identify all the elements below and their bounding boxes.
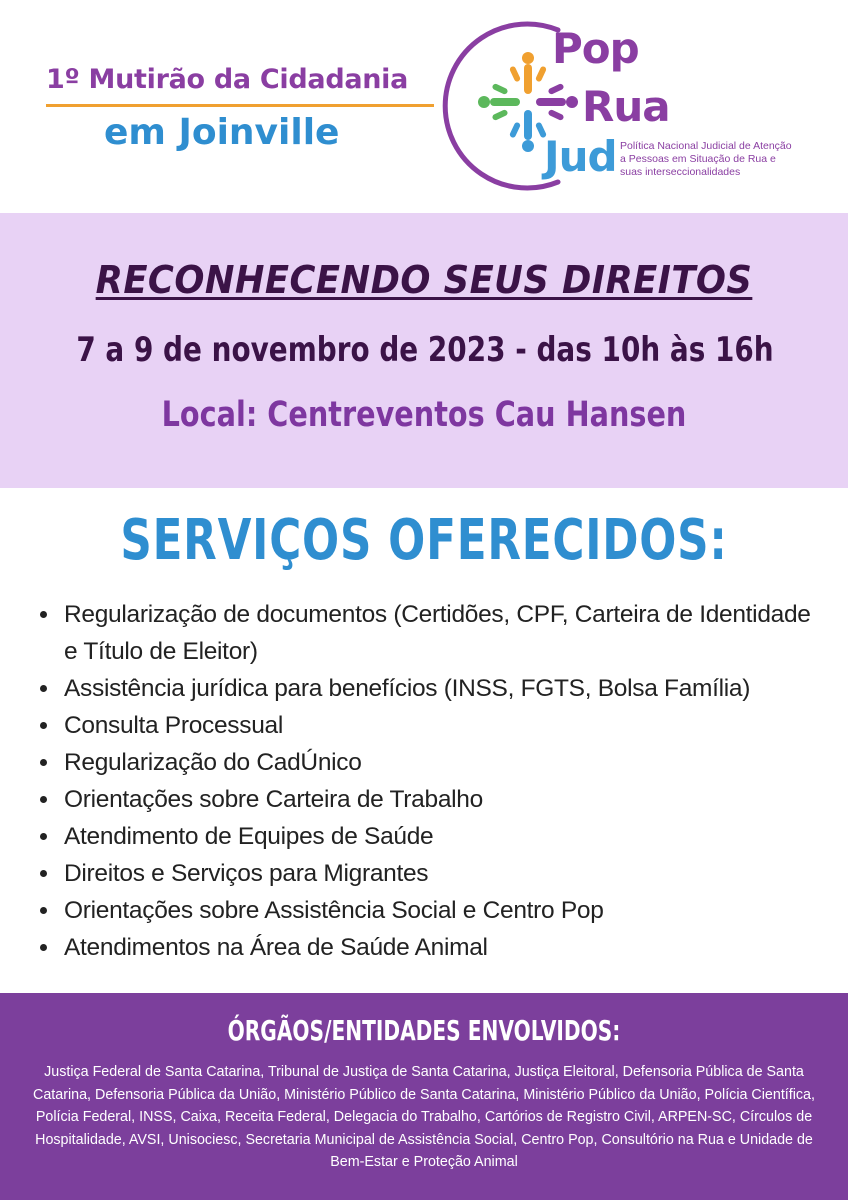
bullet-icon [40,722,47,729]
list-item [40,892,830,929]
service-text: Assistência jurídica para benefícios (INSS, FGTS, Bolsa Família) [64,675,751,702]
partners-title: ÓRGÃOS/ENTIDADES ENVOLVIDOS: [227,1014,621,1047]
service-text: Orientações sobre Assistência Social e Centro Pop [64,897,604,924]
service-text: Regularização do CadÚnico [64,749,362,776]
services-title: SERVIÇOS OFERECIDOS: [120,508,728,573]
logo-word-pop: Pop [552,24,639,73]
bullet-icon [40,759,47,766]
list-item [40,707,830,744]
bullet-icon [40,870,47,877]
list-item [40,744,830,781]
partners-list: Justiça Federal de Santa Catarina, Tribunal de Justiça de Santa Catarina, Justiça Eleitoral, Defensoria Pública de Santa Catarina, Defensoria Pública da União, Ministério Público de Santa Catarina, Ministério Público da União, Polícia Científica, Polícia Federal, INSS, Caixa, Receita Federal, Delegacia do Trabalho, Cartórios de Registro Civil, ARPEN-SC, Círculos de Hospitalidade, AVSI, Unisociesc, Secretaria Municipal de Assistência Social, Centro Pop, Consultório na Rua e Unidade de Bem-Estar e Proteção Animal [33,1064,815,1170]
bullet-icon [40,611,47,618]
event-location: Local: Centreventos Cau Hansen [161,395,687,435]
logo-tagline-line: a Pessoas em Situação de Rua e [620,153,776,165]
list-item [40,596,830,670]
bullet-icon [40,833,47,840]
event-title-line1: 1º Mutirão da Cidadania [46,64,409,95]
list-item [40,781,830,818]
logo-tagline [620,140,830,179]
event-dates: 7 a 9 de novembro de 2023 - das 10h às 16h [76,330,774,370]
header [0,0,848,213]
bullet-icon [40,796,47,803]
service-text: Direitos e Serviços para Migrantes [64,860,429,887]
banner-headline: RECONHECENDO SEUS DIREITOS [95,258,753,302]
service-text: Atendimentos na Área de Saúde Animal [64,934,488,961]
logo-tagline-line: suas interseccionalidades [620,166,741,178]
bullet-icon [40,944,47,951]
list-item [40,670,830,707]
title-divider [46,104,434,107]
logo-tagline-line: Política Nacional Judicial de Atenção [620,140,792,152]
logo-word-jud: Jud [544,132,617,181]
service-text: Consulta Processual [64,712,283,739]
service-text: Regularização de documentos (Certidões, CPF, Carteira de Identidade e Título de Eleitor) [64,601,811,665]
list-item [40,818,830,855]
service-text: Atendimento de Equipes de Saúde [64,823,434,850]
list-item [40,929,830,966]
bullet-icon [40,685,47,692]
services-list [40,596,830,966]
bullet-icon [40,907,47,914]
list-item [40,855,830,892]
service-text: Orientações sobre Carteira de Trabalho [64,786,483,813]
event-title-line2: em Joinville [104,112,340,153]
logo-word-rua: Rua [582,82,670,131]
